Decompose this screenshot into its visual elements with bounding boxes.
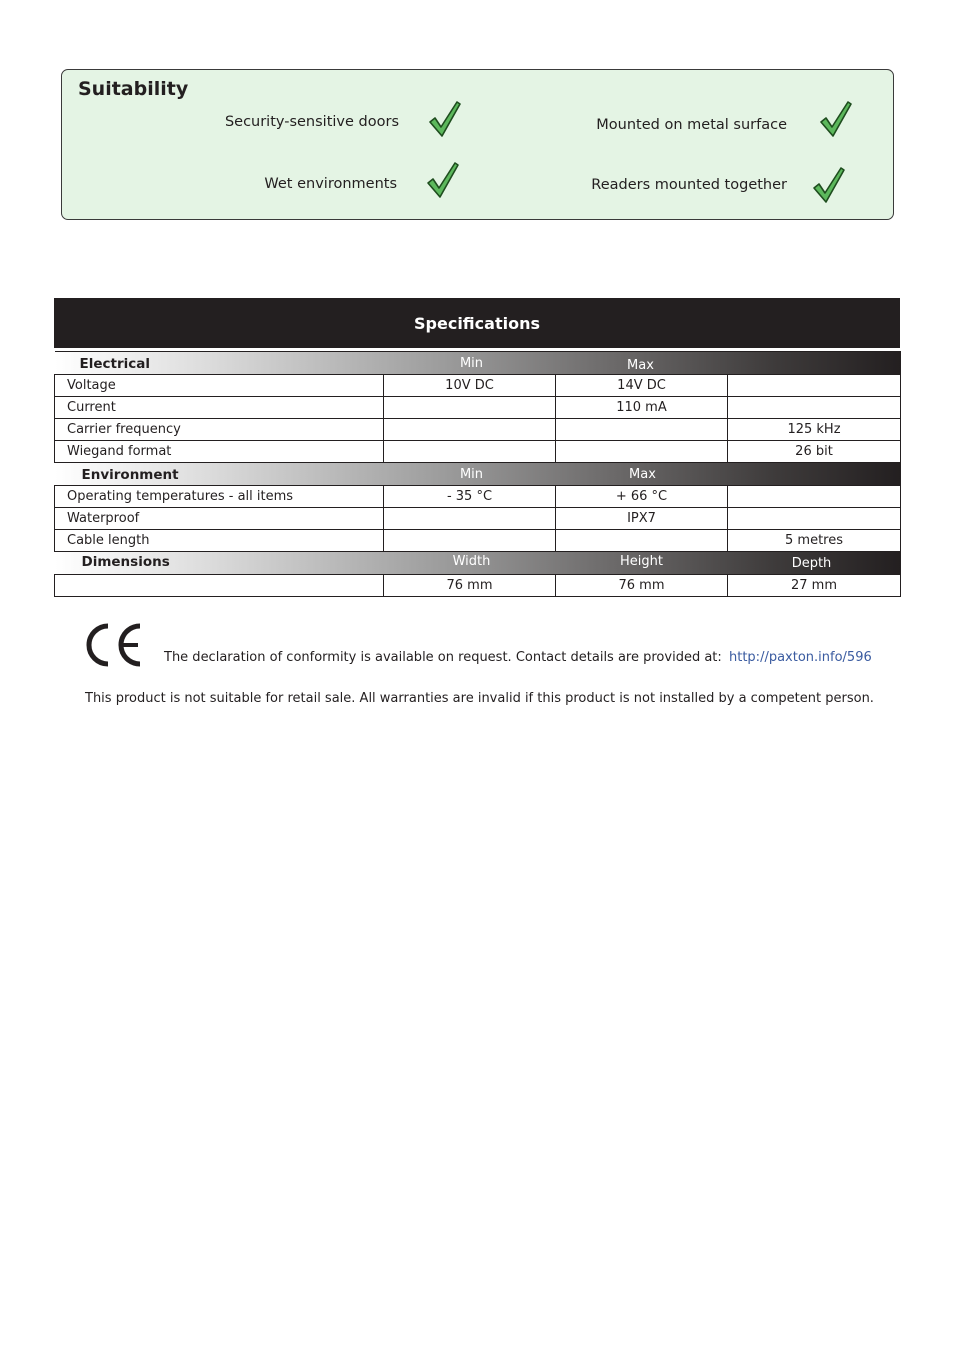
suitability-title: Suitability <box>78 78 189 100</box>
section-header-dimensions <box>55 552 901 575</box>
checkmark-icon <box>426 161 460 199</box>
min-value <box>384 530 556 552</box>
column-header-min: Min <box>459 356 484 371</box>
section-title: Environment <box>81 467 179 483</box>
max-value: IPX7 <box>556 508 728 530</box>
section-header-environment <box>55 463 901 486</box>
table-row <box>55 397 901 419</box>
depth-value: 27 mm <box>728 575 901 597</box>
table-row <box>55 375 901 397</box>
table-row <box>55 486 901 508</box>
other-value: 5 metres <box>728 530 901 552</box>
section-title: Dimensions <box>81 554 170 570</box>
other-value <box>728 508 901 530</box>
other-value: 125 kHz <box>728 419 901 441</box>
min-value <box>384 441 556 463</box>
other-value: 26 bit <box>728 441 901 463</box>
table-row <box>55 419 901 441</box>
min-value <box>384 419 556 441</box>
column-header-width: Width <box>452 554 491 569</box>
height-value: 76 mm <box>556 575 728 597</box>
suitability-item-label: Wet environments <box>264 176 397 192</box>
width-value: 76 mm <box>384 575 556 597</box>
specifications-title: Specifications <box>54 298 900 348</box>
min-value: 10V DC <box>384 375 556 397</box>
max-value <box>556 419 728 441</box>
column-header-max: Max <box>627 358 654 373</box>
max-value: + 66 °C <box>556 486 728 508</box>
table-row <box>55 575 901 597</box>
conformity-link[interactable]: http://paxton.info/596 <box>729 650 872 665</box>
section-title: Electrical <box>79 356 150 372</box>
max-value <box>556 530 728 552</box>
min-value <box>384 508 556 530</box>
max-value <box>556 441 728 463</box>
table-row <box>55 508 901 530</box>
ce-mark-icon <box>86 622 144 668</box>
min-value: - 35 °C <box>384 486 556 508</box>
checkmark-icon <box>819 100 853 138</box>
conformity-declaration: The declaration of conformity is available on request. Contact details are provided at: <box>164 650 722 665</box>
row-label: Carrier frequency <box>55 419 384 441</box>
specifications-table <box>54 351 901 597</box>
row-label: Operating temperatures - all items <box>55 486 384 508</box>
other-value <box>728 397 901 419</box>
suitability-item-label: Security-sensitive doors <box>224 114 399 130</box>
row-label: Wiegand format <box>55 441 384 463</box>
table-row <box>55 441 901 463</box>
checkmark-icon <box>812 166 846 204</box>
min-value <box>384 397 556 419</box>
suitability-item-label: Readers mounted together <box>591 177 787 193</box>
row-label: Cable length <box>55 530 384 552</box>
section-header-electrical <box>55 352 901 375</box>
other-value <box>728 486 901 508</box>
warranty-disclaimer: This product is not suitable for retail sale. All warranties are invalid if this product is not installed by a competent person. <box>85 691 874 706</box>
other-value <box>728 375 901 397</box>
column-header-min: Min <box>459 467 484 482</box>
max-value: 110 mA <box>556 397 728 419</box>
suitability-item-label: Mounted on metal surface <box>596 117 787 133</box>
row-label <box>55 575 384 597</box>
row-label: Voltage <box>55 375 384 397</box>
table-row <box>55 530 901 552</box>
column-header-max: Max <box>629 467 656 482</box>
column-header-height: Height <box>620 554 663 569</box>
row-label: Current <box>55 397 384 419</box>
max-value: 14V DC <box>556 375 728 397</box>
checkmark-icon <box>428 100 462 138</box>
suitability-panel <box>61 69 894 220</box>
column-header-depth: Depth <box>791 556 832 571</box>
row-label: Waterproof <box>55 508 384 530</box>
